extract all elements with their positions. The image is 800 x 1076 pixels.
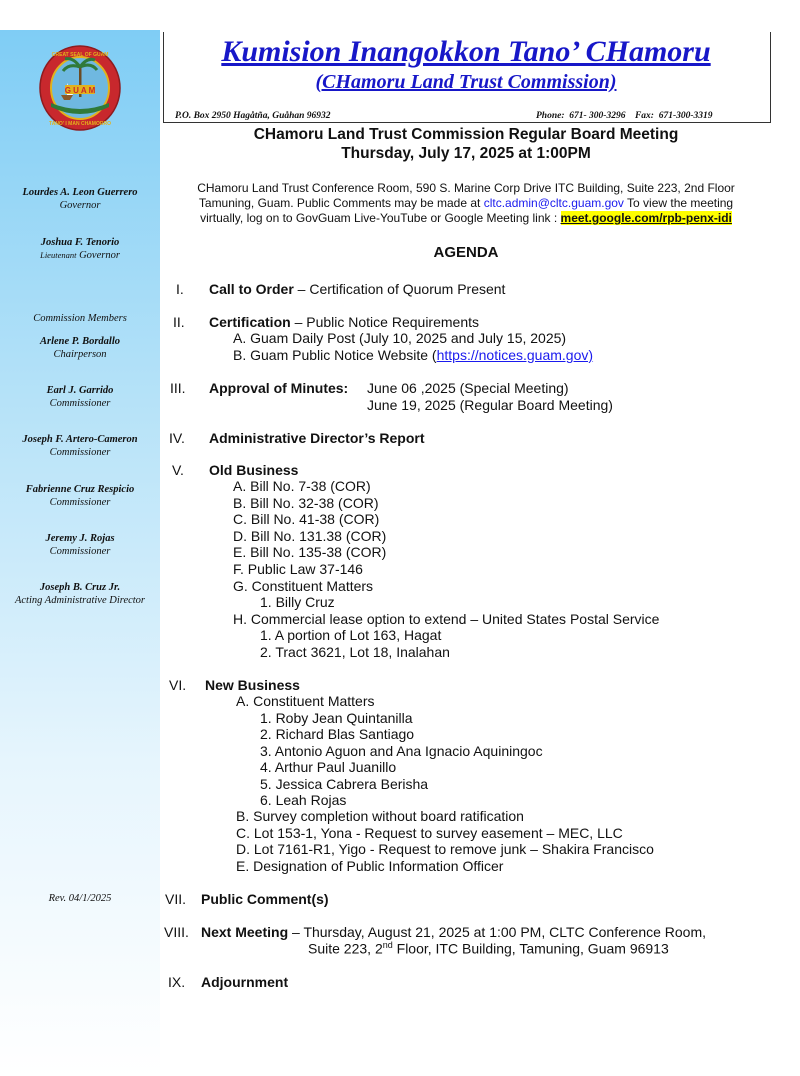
agenda-subitem: H. Commercial lease option to extend – United States Postal Service [233,611,660,627]
agenda-subsubitem: 5. Jessica Cabrera Berisha [260,776,429,792]
mailing-address: P.O. Box 2950 Hagåtña, Guåhan 96932 [175,111,331,121]
agenda-subitem: C. Bill No. 41-38 (COR) [233,511,380,527]
agenda-num: VIII. [164,924,189,940]
view-meeting-text: To view the meeting [623,196,734,210]
meeting-date: Thursday, July 17, 2025 at 1:00PM [341,145,591,162]
virtual-text: virtually, log on to GovGuam Live-YouTube or Google Meeting link : [200,211,561,225]
member-name: Jeremy J. Rojas [45,533,115,544]
agenda-subitem: E. Bill No. 135-38 (COR) [233,544,387,560]
google-meet-link[interactable]: meet.google.com/rpb-penx-idi [560,211,732,225]
member-title: Commissioner [49,546,111,557]
agenda-num: V. [172,462,184,478]
phone-fax: Phone: 671- 300-3296 Fax: 671-300-3319 [536,111,713,121]
member-name: Arlene P. Bordallo [39,336,121,347]
agenda-subsubitem: 3. Antonio Aguon and Ana Ignacio Aquiningoc [260,743,543,759]
agenda-subitem: A. Bill No. 7-38 (COR) [233,478,371,494]
agenda-subitem: B. Bill No. 32-38 (COR) [233,495,379,511]
org-name: Kumision Inangokkon Tano’ CHamoru [221,35,711,68]
agenda-subitem: E. Designation of Public Information Officer [236,858,504,874]
org-name-english: (CHamoru Land Trust Commission) [315,71,617,93]
governor-title: Governor [59,200,101,211]
lt-governor-name: Joshua F. Tenorio [40,237,120,248]
agenda-heading: AGENDA [433,244,499,261]
great-seal-of-guam-logo [37,45,123,131]
member-block [0,483,160,509]
agenda-label: Next Meeting [201,924,289,940]
location-text: Floor, ITC Building, Tamuning, Guam 96913 [392,940,669,957]
member-name: Joseph B. Cruz Jr. [39,582,121,593]
agenda-desc: – Thursday, August 21, 2025 at 1:00 PM, CLTC Conference Room, [288,924,707,940]
agenda-item-directors-report: Administrative Director’s Report [209,430,425,446]
member-block [0,335,160,361]
agenda-desc: – Certification of Quorum Present [293,281,506,297]
lt-governor-title: Governor [79,250,120,261]
member-block [0,581,160,607]
agenda-item-public-comment: Public Comment(s) [201,891,329,907]
agenda-subsubitem: 6. Leah Rojas [260,792,347,808]
next-meeting-location [308,940,669,957]
member-block [0,384,160,410]
subitem-text: B. Guam Public Notice Website ( [233,347,437,363]
agenda-num: III. [170,380,186,396]
member-title: Chairperson [53,349,107,360]
commission-members-heading: Commission Members [33,313,127,324]
agenda-num: IV. [169,430,185,446]
member-title: Commissioner [49,447,111,458]
member-name: Fabrienne Cruz Respicio [25,484,135,495]
governor-block [0,186,160,212]
agenda-item-certification [209,314,479,330]
lt-governor-title-small: Lieutenant [40,250,77,260]
public-comment-text: Tamuning, Guam. Public Comments may be made at [198,196,484,210]
agenda-item-old-business: Old Business [209,462,299,478]
agenda-item-next-meeting [201,924,706,940]
location-text: Suite 223, 2 [308,940,383,957]
lt-governor-block [0,236,160,262]
minutes-date: June 06 ,2025 (Special Meeting) [367,380,569,396]
member-block [0,433,160,459]
ordinal-suffix: nd [382,940,393,950]
agenda-item-adjournment: Adjournment [201,974,289,990]
member-title: Commissioner [49,398,111,409]
agenda-subitem: C. Lot 153-1, Yona - Request to survey easement – MEC, LLC [236,825,623,841]
agenda-subitem: A. Guam Daily Post (July 10, 2025 and July 15, 2025) [233,330,567,346]
agenda-num: II. [173,314,185,330]
member-title: Commissioner [49,497,111,508]
agenda-subsubitem: 1. Roby Jean Quintanilla [260,710,413,726]
agenda-subitem: G. Constituent Matters [233,578,374,594]
member-name: Earl J. Garrido [46,385,114,396]
agenda-subsubitem: 4. Arthur Paul Juanillo [260,759,397,775]
agenda-subsubitem: 2. Richard Blas Santiago [260,726,415,742]
agenda-subitem: D. Lot 7161-R1, Yigo - Request to remove junk – Shakira Francisco [236,841,654,857]
agenda-item-call-to-order [209,281,505,297]
virtual-meeting-info [163,211,769,226]
agenda-subsubitem: 1. A portion of Lot 163, Hagat [260,627,442,643]
svg-text:TANO' I MAN CHAMORRO: TANO' I MAN CHAMORRO [49,121,111,127]
member-title: Acting Administrative Director [14,595,146,606]
agenda-desc: – Public Notice Requirements [290,314,479,330]
agenda-item-new-business: New Business [205,677,300,693]
agenda-subsubitem: 2. Tract 3621, Lot 18, Inalahan [260,644,450,660]
agenda-subitem: B. Survey completion without board ratification [236,808,524,824]
agenda-subitem: D. Bill No. 131.38 (COR) [233,528,387,544]
agenda-subitem: F. Public Law 37-146 [233,561,363,577]
agenda-num: VII. [165,891,187,907]
member-name: Joseph F. Artero-Cameron [22,434,138,445]
minutes-date: June 19, 2025 (Regular Board Meeting) [367,397,613,413]
governor-name: Lourdes A. Leon Guerrero [22,187,138,198]
public-notice-link[interactable]: https://notices.guam.gov) [436,347,594,363]
agenda-num: IX. [168,974,186,990]
svg-text:G U A M: G U A M [64,86,96,95]
meeting-title: CHamoru Land Trust Commission Regular Board Meeting [253,126,679,143]
agenda-num: VI. [169,677,187,693]
agenda-subitem: A. Constituent Matters [236,693,375,709]
revision-date: Rev. 04/1/2025 [48,893,112,904]
agenda-subsubitem: 1. Billy Cruz [260,594,335,610]
agenda-label: Call to Order [209,281,294,297]
email-link[interactable]: cltc.admin@cltc.guam.gov [483,196,624,210]
meeting-location: CHamoru Land Trust Conference Room, 590 S. Marine Corp Drive ITC Building, Suite 223, 2nd Floor [197,181,735,195]
agenda-num: I. [176,281,184,297]
agenda-subitem [233,347,593,363]
member-block [0,532,160,558]
svg-text:GREAT SEAL OF GUAM: GREAT SEAL OF GUAM [51,52,109,58]
agenda-item-approval-of-minutes: Approval of Minutes: [209,380,349,396]
agenda-label: Certification [209,314,291,330]
public-comment-info [163,196,769,211]
